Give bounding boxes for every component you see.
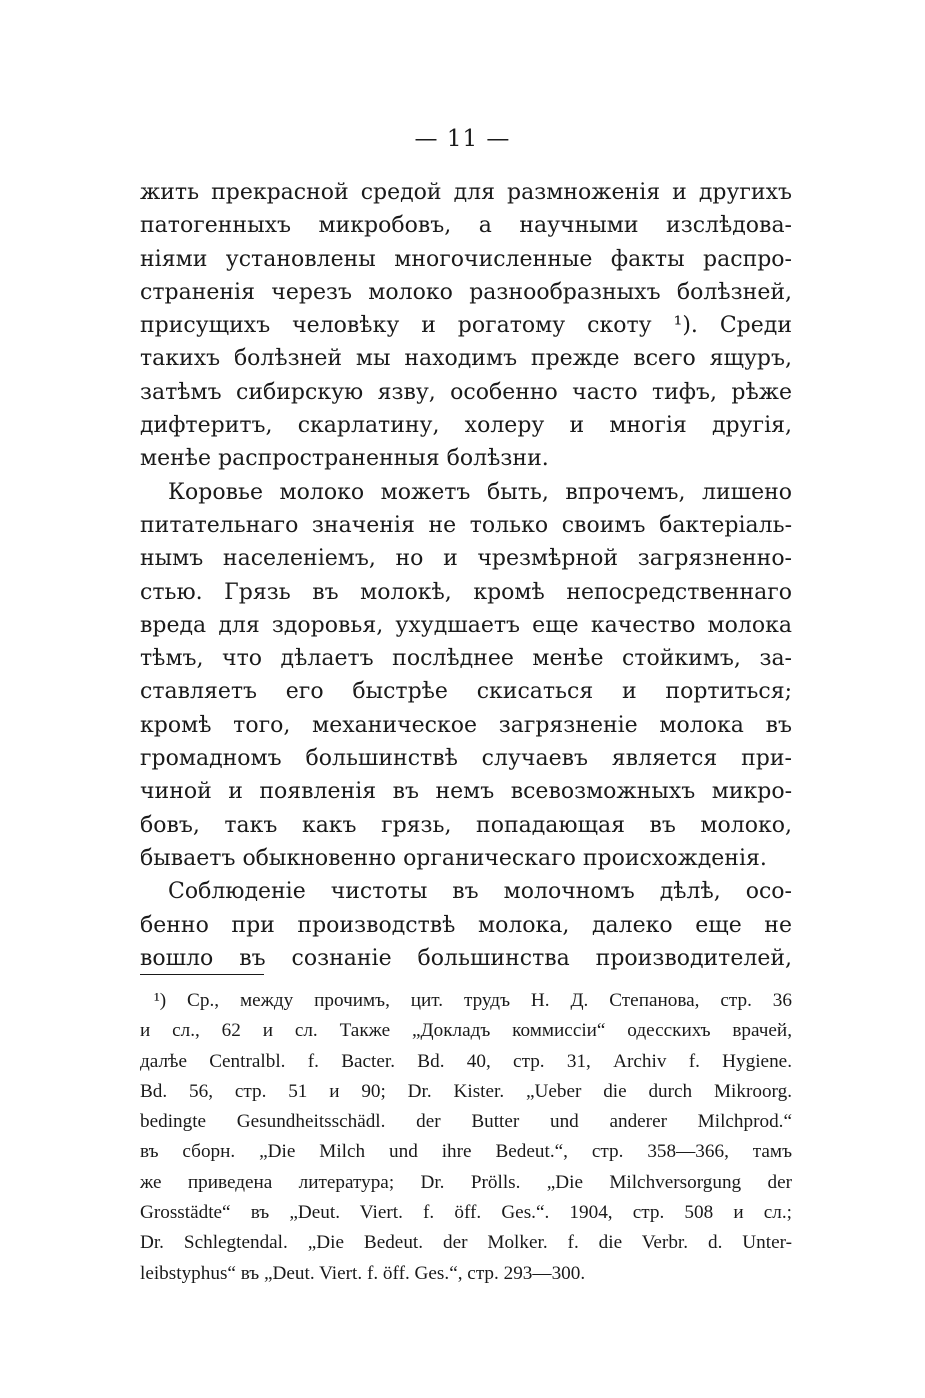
- text-line: чиной и появленія въ немъ всевозможныхъ микро-: [140, 779, 792, 805]
- text-line: жить прекрасной средой для размноженія и другихъ: [140, 180, 792, 205]
- footnote-line: же приведена литература; Dr. Prölls. „Die Milchversorgung der: [140, 1171, 792, 1193]
- text-line: ніями установлены многочисленные факты распро-: [140, 246, 792, 272]
- text-line: громадномъ большинствѣ случаевъ является при-: [140, 746, 792, 772]
- text-line: менѣе распространенныя болѣзни.: [140, 446, 549, 472]
- text-line: затѣмъ сибирскую язву, особенно часто тифъ, рѣже: [140, 379, 792, 405]
- main-text: [140, 176, 792, 975]
- text-line: дифтеритъ, скарлатину, холеру и многія другія,: [140, 413, 792, 439]
- text-line: питательнаго значенія не только своимъ бактеріаль-: [140, 512, 792, 538]
- text-line: стью. Грязь въ молокѣ, кромѣ непосредственнаго: [140, 579, 792, 605]
- text-line: страненія черезъ молоко разнообразныхъ болѣзней,: [140, 279, 792, 305]
- text-line: Соблюденіе чистоты въ молочномъ дѣлѣ, осо-: [168, 879, 792, 905]
- footnote-line: ¹) Ср., между прочимъ, цит. трудъ Н. Д. Степанова, стр. 36: [154, 990, 792, 1011]
- footnote-line: Bd. 56, стр. 51 и 90; Dr. Kister. „Ueber die durch Mikroorg.: [140, 1080, 792, 1102]
- footnote-line: bedingte Gesundheitsschädl. der Butter und anderer Milchprod.“: [140, 1111, 792, 1133]
- page-number: — 11 —: [414, 126, 511, 152]
- footnote-line: далѣе Centralbl. f. Bacter. Bd. 40, стр. 31, Archiv f. Hygiene.: [140, 1050, 792, 1072]
- footnote-line: Dr. Schlegtendal. „Die Bedeut. der Molker. f. die Verbr. d. Unter-: [140, 1232, 792, 1254]
- text-line: присущихъ человѣку и рогатому скоту ¹). Среди: [140, 313, 792, 339]
- text-line: такихъ болѣзней мы находимъ прежде всего ящуръ,: [140, 346, 792, 372]
- text-line: нымъ населеніемъ, но и чрезмѣрной загрязненно-: [140, 546, 792, 572]
- text-line: бываетъ обыкновенно органическаго происхожденія.: [140, 845, 767, 871]
- text-line: патогенныхъ микробовъ, а научными изслѣдова-: [140, 213, 792, 239]
- text-line: вошло въ сознаніе большинства производителей,: [140, 945, 792, 971]
- footnote-line: и сл., 62 и сл. Также „Докладъ коммиссіи“ одесскихъ врачей,: [140, 1020, 792, 1042]
- text-line: Коровье молоко можетъ быть, впрочемъ, лишено: [168, 479, 792, 505]
- footnote-line: въ сборн. „Die Milch und ihre Bedeut.“, стр. 358—366, тамъ: [140, 1141, 792, 1163]
- text-line: кромѣ того, механическое загрязненіе молока въ: [140, 712, 792, 738]
- text-line: бенно при производствѣ молока, далеко еще не: [140, 912, 792, 938]
- footnote-divider: [140, 974, 264, 975]
- text-line: вреда для здоровья, ухудшаетъ еще качество молока: [140, 612, 792, 638]
- text-line: бовъ, такъ какъ грязь, попадающая въ молоко,: [140, 812, 792, 838]
- footnote-line: leibstyphus“ въ „Deut. Viert. f. öff. Ges.“, стр. 293—300.: [140, 1262, 586, 1284]
- footnote-line: Grosstädte“ въ „Deut. Viert. f. öff. Ges.“. 1904, стр. 508 и сл.;: [140, 1202, 792, 1224]
- footnote: [140, 986, 792, 1289]
- text-line: тѣмъ, что дѣлаетъ послѣднее менѣе стойкимъ, за-: [140, 646, 792, 672]
- text-line: ставляетъ его быстрѣе скисаться и портиться;: [140, 679, 792, 705]
